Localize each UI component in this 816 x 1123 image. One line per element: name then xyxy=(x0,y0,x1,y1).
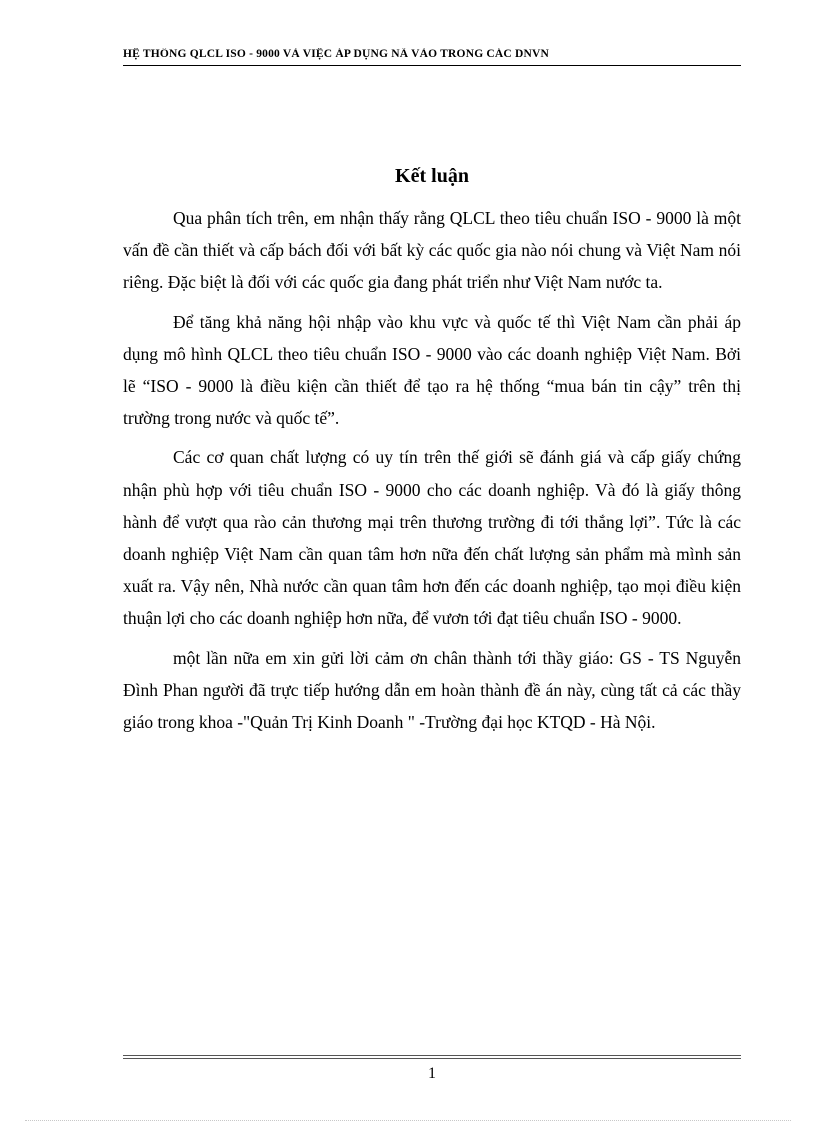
paragraph-4: một lần nữa em xin gửi lời cảm ơn chân thành tới thầy giáo: GS - TS Nguyễn Đình Phan người đã trực tiếp hướng dẫn em hoàn thành đề án này, cùng tất cả các thầy giáo trong khoa -"Quản Trị Kinh Doanh " -Trường đại học KTQD - Hà Nội. xyxy=(123,647,741,733)
paragraph-2: Để tăng khả năng hội nhập vào khu vực và quốc tế thì Việt Nam cần phải áp dụng mô hình QLCL theo tiêu chuẩn ISO - 9000 vào các doanh nghiệp Việt Nam. Bởi lẽ “ISO - 9000 là điều kiện cần thiết để tạo ra hệ thống “mua bán tin cậy” trên thị trường trong nước và quốc tế”. xyxy=(123,311,741,429)
section-title: Kết luận xyxy=(395,165,469,187)
page-number: 1 xyxy=(428,1065,436,1082)
paragraph-1: Qua phân tích trên, em nhận thấy rằng QLCL theo tiêu chuẩn ISO - 9000 là một vấn đề cần thiết và cấp bách đối với bất kỳ các quốc gia nào nói chung và Việt Nam nói riêng. Đặc biệt là đối với các quốc gia đang phát triển như Việt Nam nước ta. xyxy=(123,208,741,293)
body-text xyxy=(123,202,741,745)
page-bottom-edge xyxy=(25,1120,791,1121)
header-rule xyxy=(123,65,741,66)
footer-rule-top xyxy=(123,1055,741,1056)
paragraph-3: Các cơ quan chất lượng có uy tín trên thế giới sẽ đánh giá và cấp giấy chứng nhận phù hợp với tiêu chuẩn ISO - 9000 cho các doanh nghiệp. Và đó là giấy thông hành để vượt qua rào cản thương mại trên thương trường đi tới thắng lợi”. Tức là các doanh nghiệp Việt Nam cần quan tâm hơn nữa đến chất lượng sản phẩm mà mình sản xuất ra. Vậy nên, Nhà nước cần quan tâm hơn đến các doanh nghiệp, tạo mọi điều kiện thuận lợi cho các doanh nghiệp hơn nữa, để vươn tới đạt tiêu chuẩn ISO - 9000. xyxy=(123,447,741,629)
footer-rule-bottom xyxy=(123,1058,741,1059)
running-header: HỆ THỐNG QLCL ISO - 9000 VÀ VIỆC ÁP DỤNG NÃ VÀO TRONG CÁC DNVN xyxy=(123,48,550,60)
